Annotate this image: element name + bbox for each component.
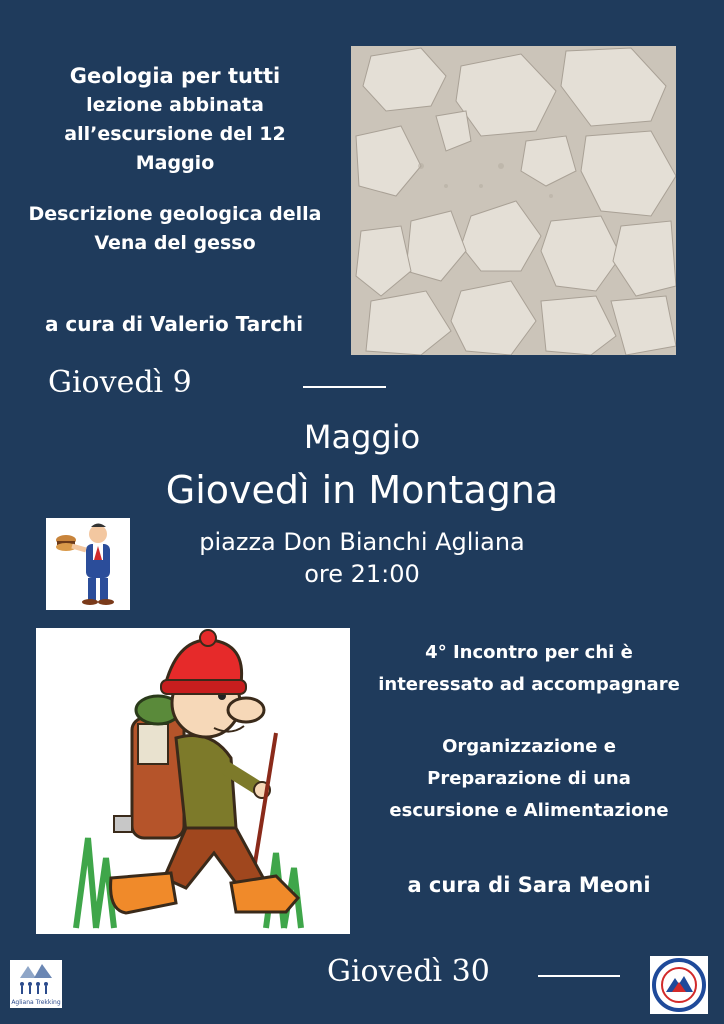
lesson-description xyxy=(20,62,330,258)
meeting-topic-1: Organizzazione e xyxy=(442,736,616,757)
curator-sara: a cura di Sara Meoni xyxy=(407,873,651,897)
second-event-description xyxy=(352,637,706,827)
logo-label: Agliana Trekking xyxy=(11,999,61,1006)
event-title: Giovedì in Montagna xyxy=(165,468,559,512)
event-time: ore 21:00 xyxy=(304,560,420,588)
lesson-subtitle-3: Maggio xyxy=(135,152,215,174)
cartoon-character-image xyxy=(46,518,130,610)
meeting-title-2: interessato ad accompagnare xyxy=(378,674,680,695)
date-first-event: Giovedì 9 xyxy=(48,365,192,400)
lesson-topic-1: Descrizione geologica della xyxy=(28,203,322,225)
curator-valerio: a cura di Valerio Tarchi xyxy=(44,312,304,336)
club-alpino-logo xyxy=(650,956,708,1014)
lesson-topic-2: Vena del gesso xyxy=(94,232,256,254)
lesson-subtitle-2: all’escursione del 12 xyxy=(64,123,286,145)
lesson-subtitle-1: lezione abbinata xyxy=(86,94,264,116)
gypsum-rocks-photo xyxy=(351,46,676,355)
date-second-event: Giovedì 30 xyxy=(327,954,490,989)
meeting-topic-2: Preparazione di una xyxy=(427,768,631,789)
meeting-topic-3: escursione e Alimentazione xyxy=(389,800,669,821)
meeting-title-1: 4° Incontro per chi è xyxy=(425,642,633,663)
agliana-trekking-logo xyxy=(10,960,62,1008)
divider-line xyxy=(303,386,386,388)
hiker-cartoon-image xyxy=(36,628,350,934)
event-month: Maggio xyxy=(303,418,421,456)
event-venue: piazza Don Bianchi Agliana xyxy=(199,528,525,556)
divider-line-2 xyxy=(538,975,620,977)
lesson-title: Geologia per tutti xyxy=(69,64,281,88)
